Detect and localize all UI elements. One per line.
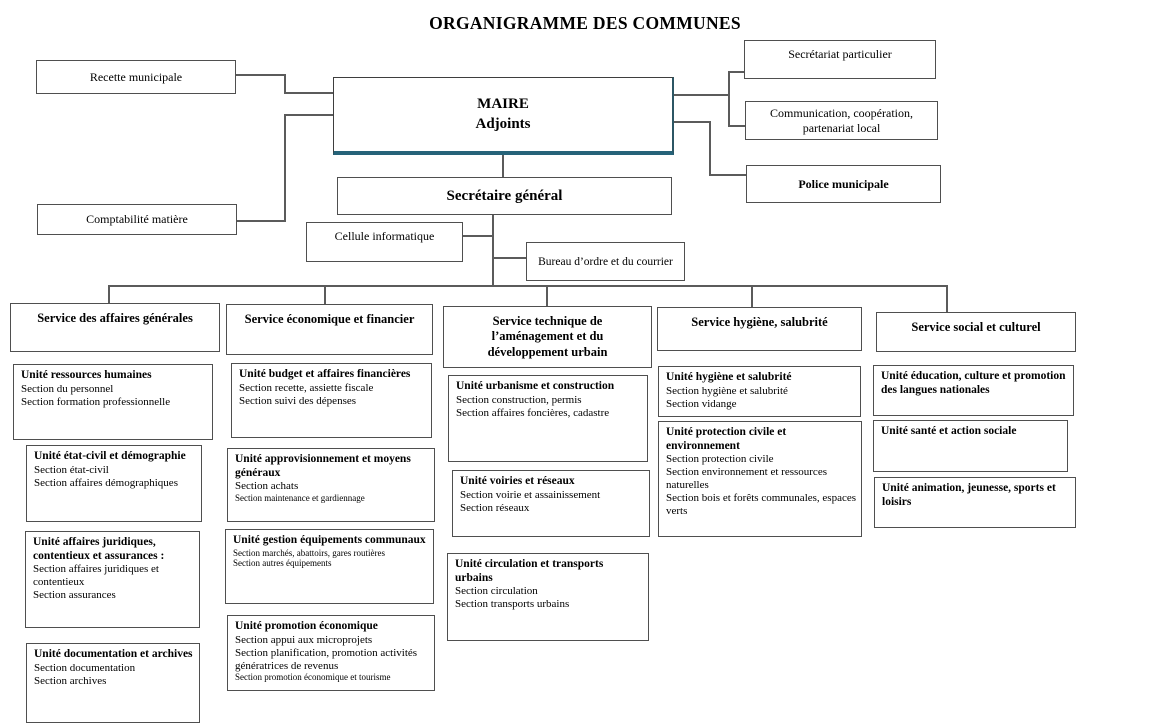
unit-gestion-equipements-communaux [225, 529, 434, 604]
unit-hygiene-salubrite [658, 366, 861, 417]
connector-line [502, 154, 504, 178]
connector-line [236, 74, 286, 76]
unit-title: Unité budget et affaires financières [239, 368, 411, 380]
node-recette-municipale [36, 60, 236, 94]
section-line: Section voirie et assainissement [460, 488, 601, 501]
section-line: Section bois et forêts communales, espaces verts [666, 492, 857, 517]
section-line: Section suivi des dépenses [239, 394, 357, 407]
unit-approvisionnement-moyens-generaux [227, 448, 435, 522]
node-communication-cooperation [745, 101, 938, 140]
connector-line [284, 114, 334, 116]
unit-title: Unité approvisionnement et moyens généraux [235, 453, 411, 479]
connector-line [546, 285, 548, 307]
section-line: Section formation professionnelle [21, 395, 171, 408]
service-header-economique-financier [226, 304, 433, 355]
node-police-municipale [746, 165, 941, 203]
service-header-technique-amenagement [443, 306, 652, 368]
section-line: Section maintenance et gardiennage [235, 493, 365, 504]
service-title: Service hygiène, salubrité [691, 315, 828, 329]
connector-line [108, 285, 948, 287]
connector-line [237, 220, 285, 222]
section-line: Section affaires démographiques [34, 476, 178, 489]
service-title: Service social et culturel [911, 320, 1041, 334]
section-line: Section planification, promotion activités génératrices de revenus [235, 646, 418, 672]
node-secretaire-general [337, 177, 672, 215]
unit-title: Unité santé et action sociale [881, 425, 1017, 437]
node-label: Communication, coopération, partenariat local [770, 106, 913, 135]
unit-ressources-humaines [13, 364, 213, 440]
connector-line [463, 235, 493, 237]
section-line: Section vidange [666, 397, 737, 410]
section-line: Section marchés, abattoirs, gares routières [233, 547, 385, 558]
unit-title: Unité urbanisme et construction [456, 380, 615, 392]
unit-title: Unité état-civil et démographie [34, 450, 186, 462]
connector-line [751, 285, 753, 308]
unit-animation-jeunesse-sports [874, 477, 1076, 528]
section-line: Section état-civil [34, 463, 109, 476]
connector-line [728, 71, 730, 127]
section-line: Section appui aux microprojets [235, 633, 373, 646]
section-line: Section protection civile [666, 453, 774, 466]
connector-line [946, 285, 948, 313]
unit-title: Unité hygiène et salubrité [666, 371, 792, 383]
unit-voiries-reseaux [452, 470, 650, 537]
service-title: Service des affaires générales [37, 311, 193, 325]
connector-line [284, 92, 334, 94]
service-title: Service économique et financier [244, 312, 415, 326]
node-label: Comptabilité matière [86, 212, 188, 226]
section-line: Section promotion économique et tourisme [235, 672, 391, 683]
unit-title: Unité voiries et réseaux [460, 475, 575, 487]
unit-protection-civile-environnement [658, 421, 862, 537]
node-label: Bureau d’ordre et du courrier [538, 255, 673, 268]
connector-line [673, 121, 711, 123]
section-line: Section transports urbains [455, 598, 570, 611]
unit-title: Unité éducation, culture et promotion des langues nationales [881, 370, 1066, 396]
node-label: Secrétariat particulier [788, 47, 892, 61]
service-header-affaires-generales [10, 303, 220, 352]
node-comptabilite-matiere [37, 204, 237, 235]
connector-line [709, 121, 711, 176]
node-cellule-informatique [306, 222, 463, 262]
connector-line [728, 71, 745, 73]
connector-line [108, 285, 110, 304]
connector-line [324, 285, 326, 305]
section-line: Section circulation [455, 585, 538, 598]
unit-sante-action-sociale [873, 420, 1068, 472]
section-line: Section affaires juridiques et contentieux [33, 563, 159, 589]
unit-title: Unité ressources humaines [21, 369, 152, 381]
unit-title: Unité affaires juridiques, contentieux et assurances : [33, 536, 165, 562]
service-header-social-culturel [876, 312, 1076, 352]
unit-education-culture-langues [873, 365, 1074, 416]
unit-etat-civil-demographie [26, 445, 202, 522]
unit-affaires-juridiques [25, 531, 200, 628]
maire-label: MAIRE [477, 96, 529, 112]
unit-budget-affaires-financieres [231, 363, 432, 438]
unit-circulation-transports-urbains [447, 553, 649, 641]
section-line: Section documentation [34, 661, 136, 674]
node-label: Recette municipale [89, 69, 183, 84]
adjoints-label: Adjoints [475, 115, 531, 132]
section-line: Section hygiène et salubrité [666, 384, 788, 397]
connector-line [284, 74, 286, 94]
connector-line [673, 94, 730, 96]
node-bureau-ordre-courrier [526, 242, 685, 281]
service-header-hygiene-salubrite [657, 307, 862, 351]
section-line: Section affaires foncières, cadastre [456, 406, 610, 419]
page-title: ORGANIGRAMME DES COMMUNES [429, 13, 741, 33]
unit-title: Unité documentation et archives [34, 648, 193, 660]
node-label: Cellule informatique [334, 229, 435, 243]
connector-line [492, 215, 494, 287]
section-line: Section recette, assiette fiscale [239, 381, 374, 394]
section-line: Section construction, permis [456, 393, 582, 406]
connector-line [709, 174, 747, 176]
node-secretariat-particulier [744, 40, 936, 79]
node-maire-adjoints [333, 77, 674, 155]
node-label: Police municipale [798, 176, 889, 191]
unit-title: Unité promotion économique [235, 620, 378, 632]
connector-line [492, 257, 527, 259]
section-line: Section assurances [33, 589, 116, 602]
section-line: Section archives [34, 674, 107, 687]
section-line: Section réseaux [460, 501, 530, 514]
unit-title: Unité gestion équipements communaux [233, 534, 426, 546]
node-label: Secrétaire général [446, 187, 563, 204]
unit-promotion-economique [227, 615, 435, 691]
service-title: Service technique de l’aménagement et du développement urbain [487, 314, 608, 359]
unit-title: Unité protection civile et environnement [666, 426, 787, 452]
section-line: Section du personnel [21, 382, 114, 395]
connector-line [728, 125, 746, 127]
unit-urbanisme-construction [448, 375, 648, 462]
section-line: Section achats [235, 480, 299, 493]
section-line: Section environnement et ressources naturelles [666, 466, 827, 492]
section-line: Section autres équipements [233, 558, 332, 569]
connector-line [284, 114, 286, 222]
unit-title: Unité circulation et transports urbains [455, 558, 604, 584]
unit-title: Unité animation, jeunesse, sports et loisirs [882, 482, 1056, 508]
unit-documentation-archives [26, 643, 200, 723]
